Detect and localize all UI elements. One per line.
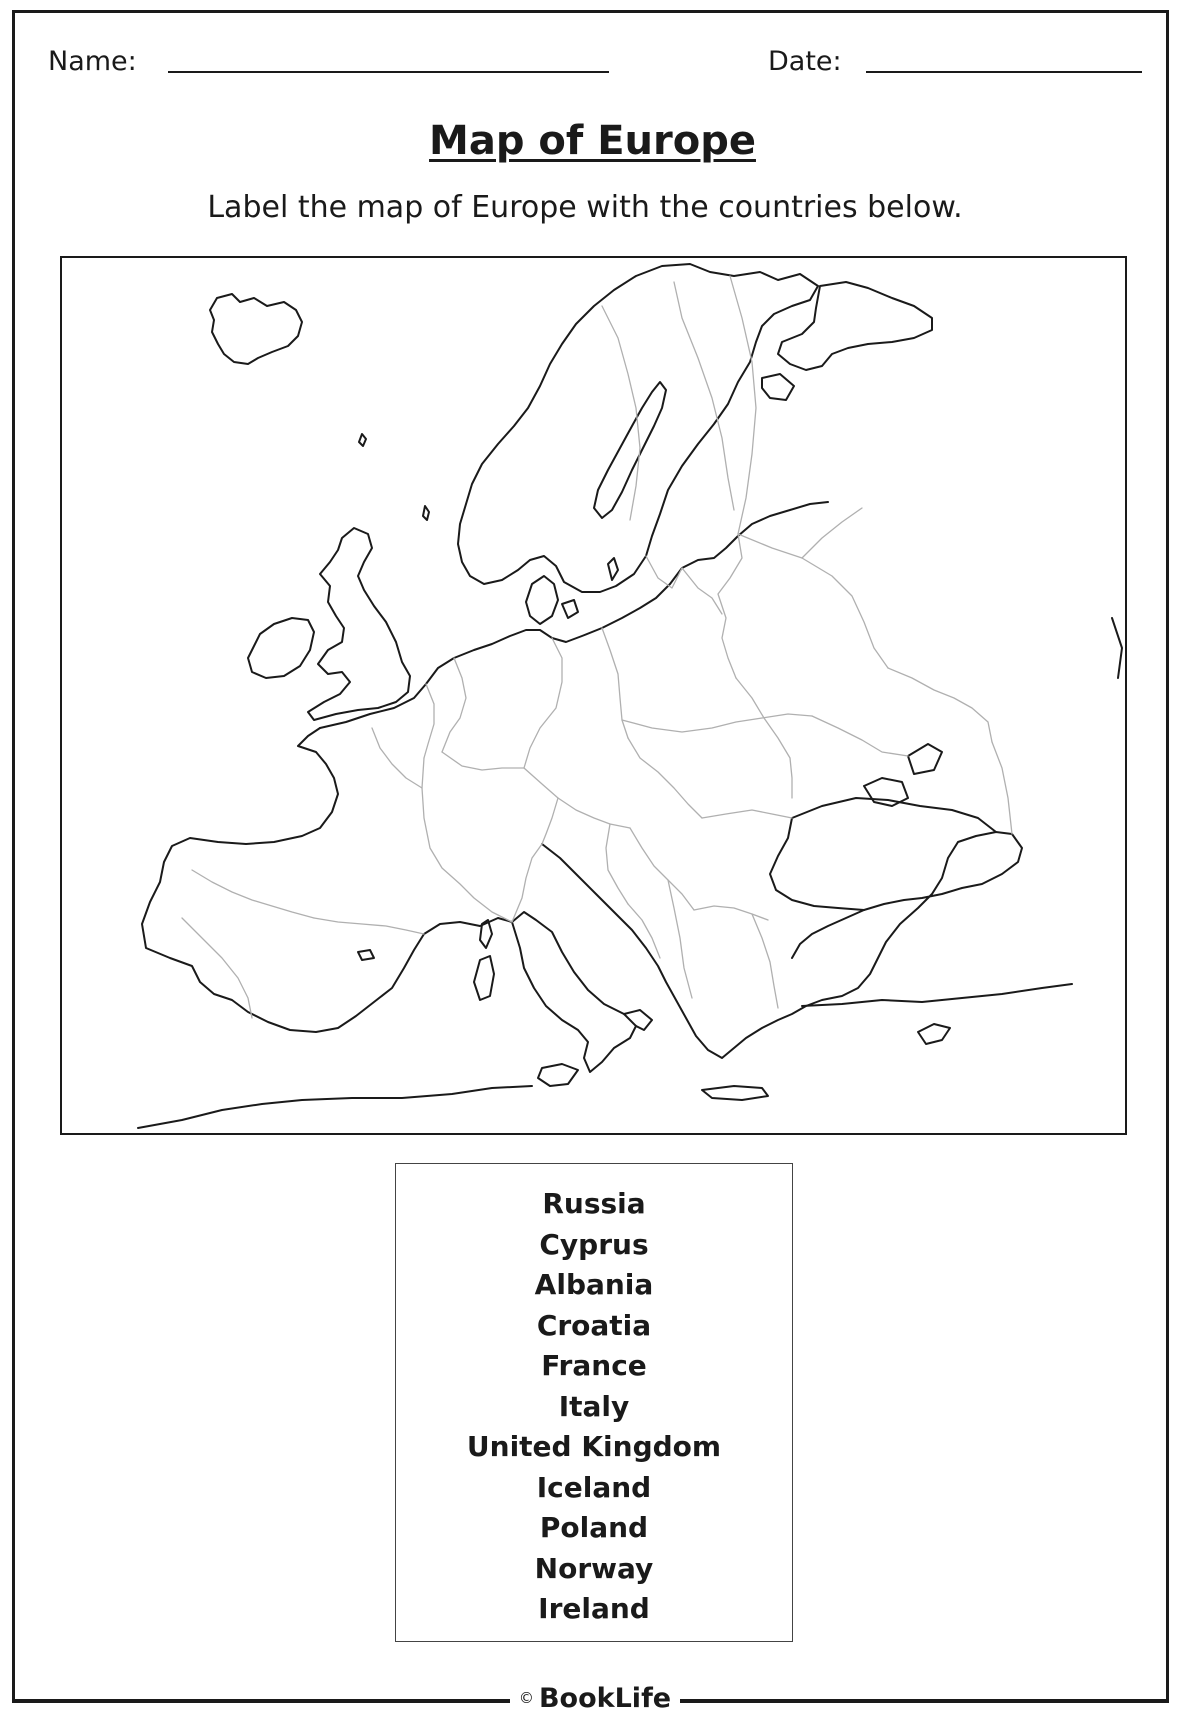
balkans-coast: [542, 832, 1022, 1058]
date-label: Date:: [768, 46, 842, 77]
country-borders: [182, 276, 1012, 1018]
footer-rule-right: [680, 1700, 1169, 1703]
east-edge-coast: [1112, 618, 1122, 678]
country-item: Russia: [542, 1187, 646, 1220]
zealand-outline: [562, 600, 578, 618]
country-item: Ireland: [538, 1592, 650, 1625]
europe-map-outline: [62, 258, 1125, 1133]
country-item: Poland: [539, 1511, 649, 1544]
great-britain-outline: [308, 528, 410, 720]
country-item: Norway: [534, 1551, 654, 1585]
sea-of-azov-outline: [908, 744, 942, 774]
name-label: Name:: [48, 46, 137, 77]
instructions: Label the map of Europe with the countries below.: [207, 190, 963, 225]
name-answer-line: [168, 71, 609, 73]
copyright-icon: ©: [518, 1689, 534, 1707]
italy-heel: [624, 1010, 652, 1030]
country-list: [396, 1164, 792, 1630]
country-item: Albania: [534, 1268, 654, 1301]
sicily-outline: [538, 1064, 578, 1086]
word-bank: [395, 1163, 793, 1642]
footer-brand: [510, 1683, 680, 1715]
country-item: Cyprus: [539, 1227, 649, 1261]
italy-outline: [512, 912, 636, 1072]
balearic-islands-outline: [358, 950, 374, 960]
cyprus-outline: [918, 1024, 950, 1044]
footer-rule-left: [12, 1700, 510, 1703]
crimea-outline: [864, 778, 908, 806]
europe-map: [60, 256, 1127, 1135]
black-sea-outline: [770, 798, 996, 910]
north-africa-coast: [138, 1086, 532, 1128]
date-answer-line: [866, 71, 1142, 73]
france-iberia-coast: [142, 728, 512, 1032]
denmark-outline: [526, 576, 558, 624]
country-item: Croatia: [536, 1308, 652, 1342]
country-item: Italy: [558, 1389, 630, 1423]
gotland-outline: [608, 558, 618, 580]
white-sea-inlet: [762, 374, 794, 400]
country-item: Iceland: [536, 1470, 652, 1504]
shetland-outline: [423, 506, 429, 520]
country-item: France: [541, 1349, 647, 1382]
brand-name: BookLife: [538, 1683, 672, 1714]
crete-outline: [702, 1086, 768, 1100]
kola-peninsula-outline: [778, 282, 932, 370]
iceland-outline: [210, 294, 302, 364]
ireland-outline: [248, 618, 314, 678]
page-title: Map of Europe: [429, 118, 756, 164]
gulf-of-bothnia-outline: [594, 382, 666, 518]
country-item: United Kingdom: [466, 1430, 722, 1463]
sardinia-outline: [474, 956, 494, 1000]
faroe-islands-outline: [359, 434, 366, 446]
